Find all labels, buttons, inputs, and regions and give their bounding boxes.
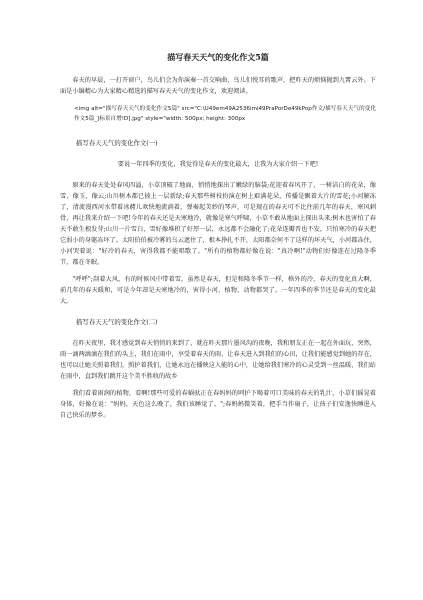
section1-paragraph-1: 原来的春天处处春风四溢，小草顶破了地面，悄悄地探出了嫩绿的脑袋;花迎着春风开了，一树洁白的花朵，像雪、像玉、像云;山川树木都已披上一层新绿;春天那些树枝扮演在树上艰满花朵，传播是飘着大片的雪花;小河解冻了，清流漫西河水带着冰赭儿欢快地流淌着，弹奏起美妙的琴声，可是现在的春天可不比往前几年的春天，寒风刺骨，再让我来介绍一下吧!今年的春天还是天寒地冷，就像是寒气呼啸，小草不敢从地面上探出头来;树木也害怕了春天不敢生根发芽;山川一片雪白，雪好像堆积了好厚一层，永远都不会融化了;花朵连瓣晋也不发，只怕寒冷的春天把它弱小的身躯冻坏了。太阳伯伯被冷雾的乌云遮住了，根本挣扎不开，太阳都奈何不了这样的坏天气，小河都冻住，小河哭着说："好冷的春天，害得我都不能唱歌了。"所有的植物都好像在说："真冷啊!"动物们好像连在过隆冬季节，都在冬眠。: [60, 182, 376, 266]
section1-heading: 描写春天天气的变化作文(一): [76, 139, 158, 147]
section1-paragraph-2: "呼呼";刮着大风，有的时候风中带着雪，虽然是春天，但是和隆冬季节一样，格外的冷，春天的变化真大啊，前几年的春天暖和，可是今年却是天寒地冷的，害得小河、植物、动物都哭了。一年四季的季节还是春天的变化最大。: [60, 276, 376, 305]
section2-paragraph-1: 在昨天夜里，我才感觉到春天悄悄的来到了，就在昨天那片墨风沟的夜晚，我和朋友正在一起在外面玩，突然，雨一滴两滴滴在我们的头上，我们在雨中，享受着春天的雨，让春天进入到我们的心田，让我们能感觉到她的存在，也可以让她关照着我们，照护着我们，让她永远在播映这人能的心中，让她给我们寒冷的心灵受到一丝温暖，我们站在雨中，直到我们跳开这个美不胜收的故乡: [60, 340, 376, 380]
section2-paragraph-2: 我们看着雨润的植物，看啊!那些可爱的春蜗驮正在春妈妈的呵护下喝着可口美味的春天的乳汁，小草们摇晃着身体，好像在说："妈妈，天色这么晚了，我们该睡觉了。";春蚂蚂微笑着，把手当作扇子，让孩子们安逸快睡进入自己快乐的梦乡。: [60, 390, 376, 419]
section2-heading: 描写春天天气的变化作文(二): [76, 318, 158, 326]
image-tag-text: <img alt="描写春天天气的变化作文5篇" src="C:\U49em49A2536imi49PraPorDe49kPop作文/描写春天天气的变化作文5篇_]标景自增!D].jpg" style="width: 500px; height: 300px: [74, 106, 376, 122]
document-title: 描写春天天气的变化作文5篇: [167, 52, 269, 62]
section1-lead: 要说一年四季的变化，我觉得是春天的变化最大，让我为大家介绍一下吧!: [117, 161, 319, 168]
intro-paragraph: 春天的早晨，一打开窗户，鸟儿们会为你演奏一首交响曲，鸟儿们悦耳的歌声，把昨天的烦恼抛到九霄云外。下面是小编精心为大家精心精选的描写春天天气的变化作文，欢迎阅读。: [60, 77, 376, 95]
